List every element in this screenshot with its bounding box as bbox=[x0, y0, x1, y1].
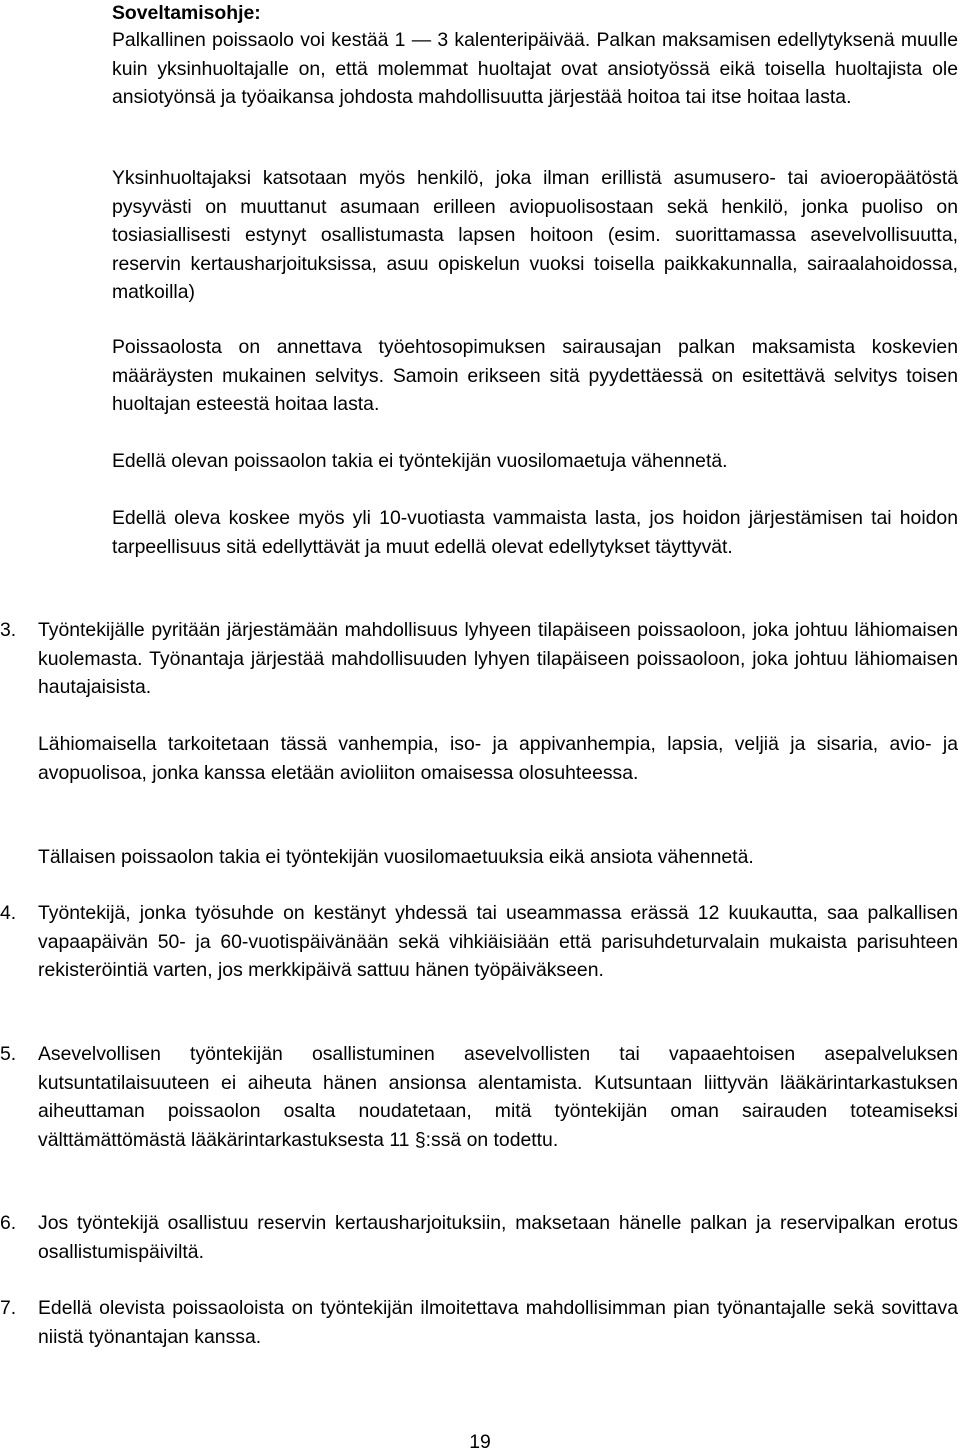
list-item-number: 5. bbox=[0, 1043, 17, 1065]
intro-paragraph-3 bbox=[112, 333, 958, 419]
paragraph-text: Työntekijälle pyritään järjestämään mahdollisuus lyhyeen tilapäiseen poissaoloon, joka johtuu lähiomaisen kuolemasta. Työnantaja järjestää mahdollisuuden lyhyen tilapäiseen poissaoloon, joka johtuu lähiomaisen hautajaisista. bbox=[38, 619, 958, 699]
list-item-paragraph bbox=[38, 1294, 958, 1351]
paragraph-text: Tällaisen poissaolon takia ei työntekijän vuosilomaetuuksia eikä ansiota vähennetä. bbox=[38, 846, 754, 868]
list-item-number: 4. bbox=[0, 902, 17, 924]
paragraph-text: Asevelvollisen työntekijän osallistuminen asevelvollisten tai vapaaehtoisen asepalveluksen kutsuntatilaisuuteen ei aiheuta hänen ansionsa alentamista. Kutsuntaan liittyvän lääkärintarkastuksen aiheuttaman poissaolon osalta noudatetaan, mitä työntekijän oman sairauden toteamiseksi välttämättömästä lääkärintarkastuksesta 11 §:ssä on todettu. bbox=[38, 1043, 958, 1151]
intro-paragraph-2 bbox=[112, 164, 958, 307]
intro-paragraph-5 bbox=[112, 504, 958, 561]
paragraph-text: Yksinhuoltajaksi katsotaan myös henkilö, joka ilman erillistä asumusero- tai avioeropäätöstä pysyvästi on muuttanut asumaan erilleen aviopuolisostaan sekä henkilö, jonka puoliso on tosiasiallisesti estynyt osallistumasta lapsen hoitoon (esim. suorittamassa asevelvollisuutta, reservin kertausharjoituksissa, asuu opiskelun vuoksi toisella paikkakunnalla, sairaalahoidossa, matkoilla) bbox=[112, 167, 958, 304]
list-item-paragraph bbox=[38, 843, 958, 872]
list-item-paragraph bbox=[38, 1040, 958, 1154]
paragraph-text: Työntekijä, jonka työsuhde on kestänyt yhdessä tai useammassa erässä 12 kuukautta, saa palkallisen vapaapäivän 50- ja 60-vuotispäivänään sekä vihkiäisiään että parisuhdeturvalain mukaista parisuhteen rekisteröintiä varten, jos merkkipäivä sattuu hänen työpäiväkseen. bbox=[38, 902, 958, 982]
paragraph-text: Lähiomaisella tarkoitetaan tässä vanhempia, iso- ja appivanhempia, lapsia, veljiä ja sisaria, avio- ja avopuolisoa, jonka kanssa eletään avioliiton omaisessa olosuhteessa. bbox=[38, 733, 958, 784]
list-item-number: 6. bbox=[0, 1212, 17, 1234]
list-item-paragraph bbox=[38, 616, 958, 702]
list-item-number: 3. bbox=[0, 619, 17, 641]
paragraph-text: Edellä olevan poissaolon takia ei työntekijän vuosilomaetuja vähennetä. bbox=[112, 450, 728, 472]
paragraph-text: Edellä oleva koskee myös yli 10-vuotiasta vammaista lasta, jos hoidon järjestämisen tai hoidon tarpeellisuus sitä edellyttävät ja muut edellä olevat edellytykset täyttyvät. bbox=[112, 507, 958, 558]
paragraph-text: Edellä olevista poissaoloista on työntekijän ilmoitettava mahdollisimman pian työnantajalle sekä sovittava niistä työnantajan kanssa. bbox=[38, 1297, 958, 1348]
list-item-paragraph bbox=[38, 899, 958, 985]
paragraph-text: Poissaolosta on annettava työehtosopimuksen sairausajan palkan maksamista koskevien määräysten mukainen selvitys. Samoin erikseen sitä pyydettäessä on esitettävä selvitys toisen huoltajan esteestä hoitaa lasta. bbox=[112, 336, 958, 416]
section-heading: Soveltamisohje: bbox=[112, 2, 261, 24]
paragraph-text: Jos työntekijä osallistuu reservin kertausharjoituksiin, maksetaan hänelle palkan ja reservipalkan erotus osallistumispäiviltä. bbox=[38, 1212, 958, 1263]
list-item-paragraph bbox=[38, 730, 958, 787]
list-item-number: 7. bbox=[0, 1297, 17, 1319]
intro-paragraph-4 bbox=[112, 447, 958, 476]
page-number: 19 bbox=[469, 1431, 491, 1453]
list-item-paragraph bbox=[38, 1209, 958, 1266]
intro-paragraph-1 bbox=[112, 26, 958, 112]
paragraph-text: Palkallinen poissaolo voi kestää 1 — 3 kalenteripäivää. Palkan maksamisen edellytyksenä muulle kuin yksinhuoltajalle on, että molemmat huoltajat ovat ansiotyössä eikä toisella huoltajista ole ansiotyönsä ja työaikansa johdosta mahdollisuutta järjestää hoitoa tai itse hoitaa lasta. bbox=[112, 29, 958, 109]
